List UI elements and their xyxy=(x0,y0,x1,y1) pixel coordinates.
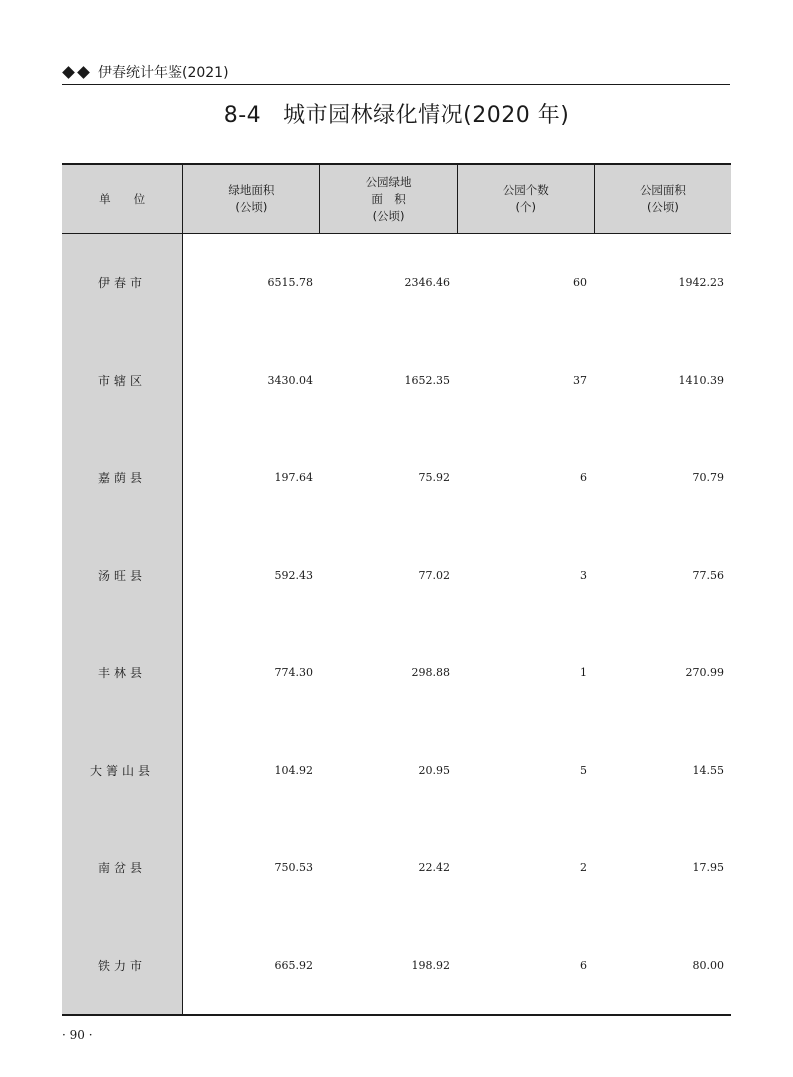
cell-park-green-area: 2346.46 xyxy=(404,276,450,290)
cell-park-green-area: 1652.35 xyxy=(404,373,450,387)
book-title: 伊春统计年鉴(2021) xyxy=(98,65,229,81)
row-label: 伊春市 xyxy=(97,276,146,291)
data-columns xyxy=(183,234,731,1014)
column-header-green-area: 绿地面积 (公顷) xyxy=(182,165,319,233)
cell-green-area: 197.64 xyxy=(274,471,313,485)
column-header-park-area: 公园面积 (公顷) xyxy=(594,165,731,233)
row-label: 嘉荫县 xyxy=(97,471,146,486)
running-header xyxy=(62,62,730,82)
table-body xyxy=(62,234,731,1014)
row-label-column xyxy=(62,234,183,1014)
cell-park-count: 6 xyxy=(580,471,587,485)
cell-park-area: 80.00 xyxy=(692,958,724,972)
cell-green-area: 104.92 xyxy=(274,763,313,777)
cell-park-area: 14.55 xyxy=(692,763,724,777)
cell-park-count: 37 xyxy=(573,373,587,387)
cell-park-count: 2 xyxy=(580,861,587,875)
cell-park-area: 270.99 xyxy=(685,666,724,680)
cell-green-area: 3430.04 xyxy=(267,373,313,387)
cell-park-count: 5 xyxy=(580,763,587,777)
diamond-bullet-icon xyxy=(62,68,92,77)
column-header-park-green-area: 公园绿地 面 积 (公顷) xyxy=(319,165,456,233)
statistics-table xyxy=(62,163,731,1016)
table-row xyxy=(183,624,731,722)
cell-green-area: 665.92 xyxy=(274,958,313,972)
table-row xyxy=(183,917,731,1015)
table-row xyxy=(183,234,731,332)
table-number: 8-4 xyxy=(223,103,262,128)
row-label: 市辖区 xyxy=(97,373,146,388)
table-row xyxy=(183,332,731,430)
cell-park-count: 1 xyxy=(580,666,587,680)
table-bottom-rule xyxy=(62,1014,731,1016)
cell-park-green-area: 75.92 xyxy=(418,471,450,485)
cell-green-area: 774.30 xyxy=(274,666,313,680)
cell-park-count: 60 xyxy=(573,276,587,290)
page-number: · 90 · xyxy=(62,1028,93,1042)
row-label: 铁力市 xyxy=(97,958,146,973)
table-title xyxy=(0,98,793,129)
row-label: 汤旺县 xyxy=(97,568,146,583)
cell-green-area: 6515.78 xyxy=(267,276,313,290)
cell-green-area: 592.43 xyxy=(274,568,313,582)
table-row xyxy=(183,527,731,625)
cell-park-green-area: 298.88 xyxy=(411,666,450,680)
cell-park-area: 17.95 xyxy=(692,861,724,875)
row-label: 南岔县 xyxy=(97,861,146,876)
cell-park-area: 1410.39 xyxy=(678,373,724,387)
table-row xyxy=(183,429,731,527)
column-header-unit: 单 位 xyxy=(99,191,146,206)
cell-park-area: 77.56 xyxy=(692,568,724,582)
cell-park-green-area: 22.42 xyxy=(418,861,450,875)
cell-park-count: 3 xyxy=(580,568,587,582)
table-row xyxy=(183,819,731,917)
header-rule xyxy=(62,84,730,85)
cell-park-green-area: 20.95 xyxy=(418,763,450,777)
cell-park-green-area: 77.02 xyxy=(418,568,450,582)
cell-green-area: 750.53 xyxy=(274,861,313,875)
row-label: 大箐山县 xyxy=(89,763,154,778)
cell-park-area: 70.79 xyxy=(692,471,724,485)
column-header-park-count: 公园个数 (个) xyxy=(457,165,594,233)
row-label: 丰林县 xyxy=(97,666,146,681)
table-title-text: 城市园林绿化情况(2020 年) xyxy=(283,103,570,128)
table-row xyxy=(183,722,731,820)
cell-park-area: 1942.23 xyxy=(678,276,724,290)
cell-park-count: 6 xyxy=(580,958,587,972)
table-header-row xyxy=(62,165,731,234)
cell-park-green-area: 198.92 xyxy=(411,958,450,972)
